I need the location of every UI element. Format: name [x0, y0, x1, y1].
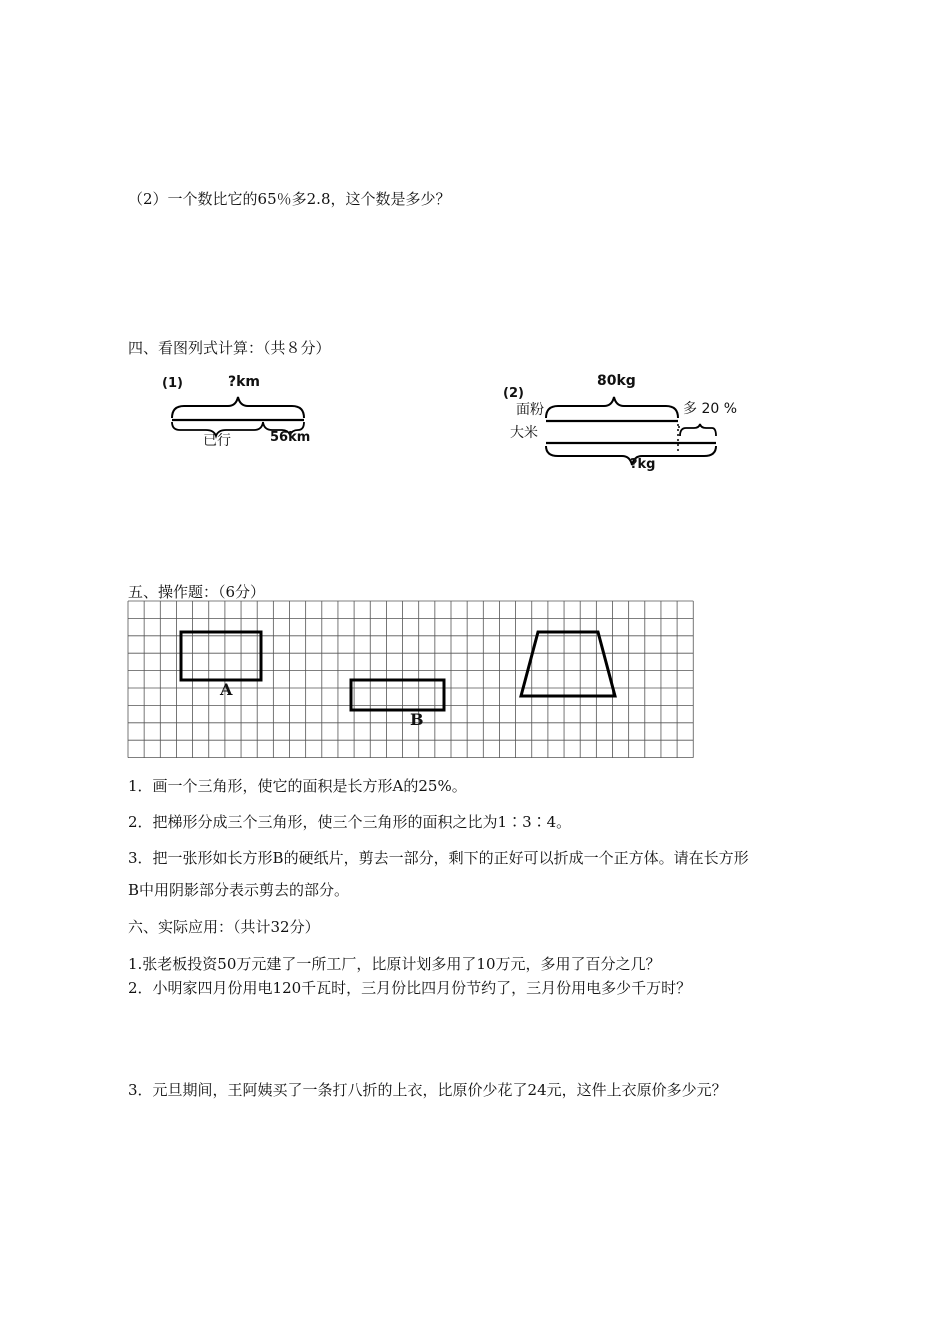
rice-weight-label: ?kg — [630, 457, 656, 472]
remaining-distance-label: 56km — [270, 430, 311, 445]
question-text: （2）一个数比它的65％多2.8，这个数是多少？ — [128, 190, 451, 208]
rectangle-b — [351, 680, 444, 710]
section-heading: 六、实际应用：（共计32分） — [128, 918, 320, 936]
traveled-label: 已行 — [203, 433, 231, 449]
task-item: 3．把一张形如长方形B的硬纸片，剪去一部分，剩下的正好可以折成一个正方体。请在长方形 — [128, 849, 749, 867]
problem-item: 1.张老板投资50万元建了一所工厂，比原计划多用了10万元，多用了百分之几？ — [128, 955, 661, 973]
figure-number: (2) — [503, 386, 524, 401]
rectangle-a-label: A — [220, 680, 233, 699]
task-item: 1．画一个三角形，使它的面积是长方形A的25%。 — [128, 777, 467, 795]
total-distance-label: ?km — [228, 374, 261, 390]
flour-row-label: 面粉 — [516, 402, 544, 418]
trapezoid — [521, 632, 615, 696]
flour-weight-label: 80kg — [597, 373, 636, 389]
problem-item: 3．元旦期间，王阿姨买了一条打八折的上衣，比原价少花了24元，这件上衣原价多少元？ — [128, 1081, 727, 1099]
task-item: 2．把梯形分成三个三角形，使三个三角形的面积之比为1∶3∶4。 — [128, 813, 572, 831]
task-item: B中用阴影部分表示剪去的部分。 — [128, 881, 350, 899]
section-heading: 五、操作题：（6分） — [128, 583, 266, 601]
figure-number: (1) — [162, 376, 183, 391]
problem-item: 2．小明家四月份用电120千瓦时，三月份比四月份节约了，三月份用电多少千万时？ — [128, 979, 692, 997]
rice-row-label: 大米 — [510, 425, 538, 441]
rectangle-a — [181, 632, 261, 680]
more-percent-label: 多 20 % — [683, 401, 738, 417]
section-heading: 四、看图列式计算：（共８分） — [128, 339, 331, 357]
rectangle-b-label: B — [410, 710, 424, 729]
